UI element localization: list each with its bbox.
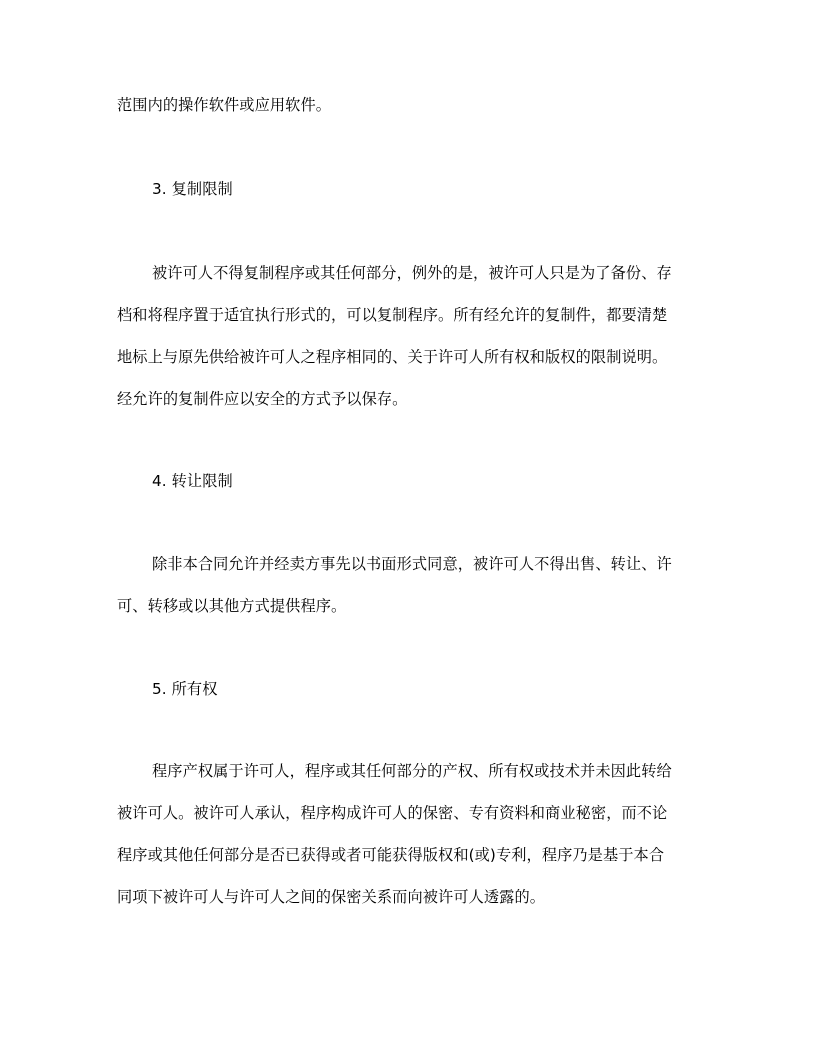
- paragraph-line: 经允许的复制件应以安全的方式予以保存。: [117, 390, 408, 408]
- paragraph-line: 被许可人。被许可人承认，程序构成许可人的保密、专有资料和商业秘密，而不论: [117, 804, 668, 822]
- paragraph-line: 程序或其他任何部分是否已获得或者可能获得版权和(或)专利，程序乃是基于本合: [117, 846, 665, 864]
- section-heading-copy-restriction: 3. 复制限制: [152, 180, 233, 198]
- paragraph-line: 档和将程序置于适宜执行形式的，可以复制程序。所有经允许的复制件，都要清楚: [117, 306, 668, 324]
- section-heading-transfer-restriction: 4. 转让限制: [152, 472, 233, 490]
- paragraph-line: 被许可人不得复制程序或其任何部分，例外的是，被许可人只是为了备份、存: [152, 264, 672, 282]
- section-heading-ownership: 5. 所有权: [152, 680, 218, 698]
- paragraph-line: 可、转移或以其他方式提供程序。: [117, 597, 347, 615]
- paragraph-line: 除非本合同允许并经卖方事先以书面形式同意，被许可人不得出售、转让、许: [152, 555, 672, 573]
- paragraph-continuation: 范围内的操作软件或应用软件。: [117, 96, 332, 114]
- paragraph-line: 地标上与原先供给被许可人之程序相同的、关于许可人所有权和版权的限制说明。: [117, 348, 668, 366]
- paragraph-line: 程序产权属于许可人，程序或其任何部分的产权、所有权或技术并未因此转给: [152, 762, 672, 780]
- paragraph-line: 同项下被许可人与许可人之间的保密关系而向被许可人透露的。: [117, 888, 546, 906]
